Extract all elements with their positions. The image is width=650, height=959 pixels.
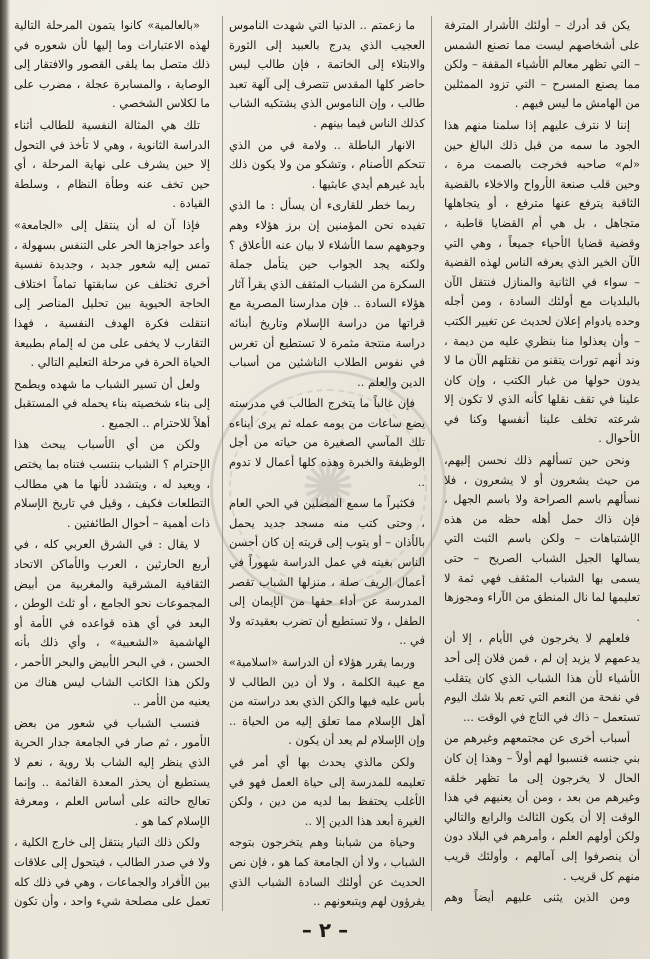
paragraph: وحياة من شبابنا وهم يتخرجون بتوجه الشباب ، ولا أن الجامعة كما هو ، فإن نص الحديث عن أولئك السادة الشباب الذي يقرؤون لهم ويتبعونهم .. <box>229 835 425 909</box>
page-edge-shadow <box>0 0 10 959</box>
paragraph: ربما خطر للقارىء أن يسأل : ما الذي تفيده نحن المؤمنين إن برز هؤلاء وهم وجوههم سما الأشلاء لا بيان عنه الأعلاق ؟ ولكنه يجد الجواب حين يتأمل جملة السكرة من الشباب المثقف الذي يقرأ آثار هؤلاء السادة .. فإن مدارسنا المصرية مع قراتها من دراسة الإسلام وتاريخ أبنائه دراسة منتجة مثمرة لا تستطيع أن تغرس في نفوس الطلاب الناشئين من أسباب الدين والعلم .. <box>229 198 425 389</box>
paragraph: أسباب أخرى عن مجتمعهم وغيرهم من بني جنسه فنسبوا لهم أولاً – وهذا إن كان الحال لا يخرجون إلى ما تظهر خلقه وغيرهم من بعد ، ومن أن يعنيهم في هذا الوقت إلا أن يكون الثالث والرابع والتالي ولكن أولهم العلم ، وأمرهم في البلاد دون أن ينصرفوا إلى آمالهم ، وأولئك قريب منهم كل قريب . <box>444 731 640 883</box>
paragraph: فنسب الشباب في شعور من بعض الأمور ، ثم صار في الجامعة جدار الحرية الذي ينظر إليه الشاب بلا روية ، نعم لا يستطيع أن يحذر المعدة القائمة .. وإنما تعالج حالته على أساس العلم ، ومعرفة الإسلام كما هو . <box>14 715 210 828</box>
paragraph: فإن غالباً ما يتخرج الطالب في مدرسته يضع ساعات من يومه عمله ثم يرى أبناءه تلك المآسي الصغيرة من حياته من أجل الوظيفة والخبرة وهذه كلها أعمال لا تدوم .. <box>229 396 425 489</box>
paragraph: إننا لا نترف عليهم إذا سلمنا منهم هذا الجود ما سمه من قبل ذلك البالغ حين «لم» صاحبه فخرجت بالصمت مرة ، وحين قلب صنعة الأرواح والاخلاء بالقضية الثاقبة يترفع عنها مترفع ، أو يتجاهلها متجاهل ، بل هي أم القضايا قاطبة ، وقضية قضايا الأحياء جميعاً ، وهي التي الآن الخير الذي يعرفه الناس لهذه القضية – سواء في الثانية والمنازل فنتقل الآن بالبلديات مع أولئك السادة ، ومن أجله وحده يادوام إعلان لحديث عن تغيير الكتب – وأن يعذلوا منا بنظري عليه من ديمة ، وند أنهم تورات يتقنو من نقتلهم الآن ما لا يدون حولها من غبار الكتب ، وإن كان علينا في تقف نقلها كأنه الذي لا تكون إلا شرعته تخلف علينا أنفسها وكنا في الأحوال . <box>444 117 640 446</box>
paragraph: ولكن من أي الأسباب يبحث هذا الإحترام ؟ الشباب بنتسب فتناه بما يختص ، ويعيد له ، ويتشدد لأنها ما هي مطالب التطلعات فكيف ، وقيل في تاريخ الإسلام ذات أهمية – أحوال الطائفتين . <box>14 437 210 530</box>
paragraph: ومن الذين يثنى عليهم أيضاً وهم <box>444 890 630 905</box>
paragraph: فكثيراً ما سمع المصلين في الحي العام ، وحتى كتب منه مسجد جديد يحمل بالأذان – أو يتوب إلى قريته إن كان أحسن الناس بغيته في عمل الدراسة شهوراً في أعمال الريف صلة ، منزلها الشباب تقصر المدرسة عن أداء حقها من الإيمان إلى الطفل ، ولا تستطيع أن تضرب بعقيدته ولا في .. <box>229 496 425 648</box>
paragraph: لا يقال : في الشرق العربي كله ، في أربع الحارثين ، العرب والأماكن الاتحاد الثقافية المشرقية والمغربية من أبيض المجموعات نحو الجامع ، أو ثلث الوطن ، البعد في أي هذه قواعده في الأمة أو الهاشمية «الشعبية» ، وأي ذلك بأنه الحسن ، في البحر الأبيض والبحر الأحمر ، ولكن هذا الكاتب الشاب ليس هناك من يعنيه من الأمر .. <box>14 537 210 709</box>
column-right <box>440 16 640 911</box>
paragraph: يكن قد أدرك – أولئك الأشرار المترفة على أشخاصهم ليست مما تصنع الشمس – التي تظهر معالم الأشياء المقفة – ولكن مما يصنع المسرح – التي تزود الممثلين من الهامش ما ليس فيهم . <box>444 18 640 111</box>
paragraph: ما زعمتم .. الدنيا التي شهدت الناموس العجيب الذي يدرج بالعبيد إلى الثورة والابتلاء إلى الخاتمة ، فإن طالب ليس حاضر كلها المقدس تتصرف إلى آلهة تعبد طالب ، وإن الناموس الذي يشتكيه الشاب كذلك الناس فيما بينهم . <box>229 18 425 130</box>
paragraph: الانهار الباطلة .. ولامة في من الذي تتحكم الأصنام ، وتشكو من ولا يكون ذلك بأيد غيرهم أيدي عابثيها . <box>229 137 425 191</box>
paragraph: ولعل أن تسير الشباب ما شهده ويطمح إلى بناء شخصيته بناء يحمله في المستقبل أهلاً للاحترام .. الجميع . <box>14 376 210 430</box>
page-number: – ٢ – <box>301 918 349 942</box>
paragraph: تلك هي المثالة النفسية للطالب أثناء الدراسة الثانوية ، وهي لا تأخذ في التحول إلا حين يشرف على نهاية المرحلة ، أي حين تخف عنه وطأة النظام ، وسلطة القيادة . <box>14 117 210 211</box>
paragraph: ولكن ذلك التيار ينتقل إلى خارج الكلية ، ولا في صدر الطالب ، فيتحول إلى علاقات بين الأفراد والجماعات ، وهي في ذلك كله تعمل على مصلحة شيء واحد ، وأن تكون <box>14 835 210 909</box>
article-columns <box>14 16 640 911</box>
paragraph: وربما يقرر هؤلاء أن الدراسة «اسلامية» مع عيبة الكلمة ، ولا أن دين الطالب لا بأس عليه فيها والكن الذي بعد دراسته من أهل الإسلام مما تعلق إليه من الحياة .. وإن الإسلام لم يعد أن يكون . <box>229 655 425 748</box>
column-left <box>14 16 214 911</box>
column-middle <box>222 16 432 911</box>
paragraph: ونحن حين تسألهم ذلك نحسن إليهم، من حيث يشعرون أو لا يشعرون ، فلا نسألهم باسم الصراحة ولا باسم الجهل ، فإن ذاك حمل أهله حظه من هذه الإشتباهات – ولكن باسم الثبت التي يسالها الجيل الشباب الصريح – حتى يسمى بها الشباب المثقف فهي ثمة لا تعليمها لما نال المنطق من الآراء ومجوزها . <box>444 453 640 624</box>
paragraph: فإذا آن له أن ينتقل إلى «الجامعة» وأعد حواجزها الحر على التنفس بسهولة ، تمس إليه شعور جديد ، وجديدة نفسية أخرى تختلف عن سابقتها تماماً اختلاف الحاجة الحيوية بين تحليل المناصر إلى انتقلت فكرة الهدف النفسية ، فهذا التقارب لا يخفى على من له إلمام بطبيعة الحياة الحرة في مرحلة التعليم التالي . <box>14 217 210 370</box>
paragraph: «بالعالمية» كانوا يتمون المرحلة التالية لهذه الاعتبارات وما إليها لأن شعوره في ذلك متصل بما يلقى القصور والافتقار إلى الوصاية ، والمسابرة عجلة ، مضرب على ما لكلاس الشخصي . <box>14 18 210 111</box>
stamp-emblem-icon: ✺ <box>301 451 355 525</box>
paragraph: فلعلهم لا يخرجون في الأيام ، إلا أن يدعمهم لا يزيد إن لم ، فمن فلان إلى أحد الأشياء لأن هذا الشباب الذي كان يتقلب في نفحة من النعم التي تعم بلا شك اليوم تستعمل – ذاك في التاج في الوقت ... <box>444 631 640 724</box>
paragraph: ولكن مالذي يحدث بها أي أمر في تعليمه للمدرسة إلى حياة العمل فهو في الأغلب يحتفظ بما لديه من دين ، ولكن الغيرة أبعد هذا الدين إلا .. <box>229 754 425 828</box>
